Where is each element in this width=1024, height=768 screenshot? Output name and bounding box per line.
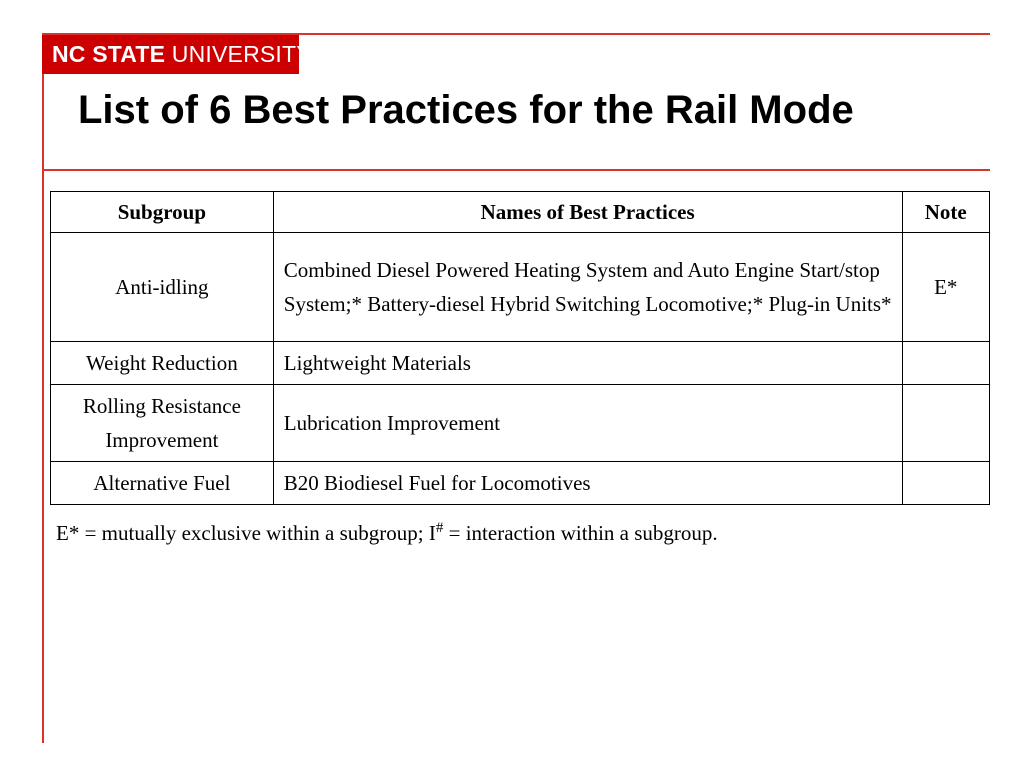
subgroup-cell: Alternative Fuel bbox=[51, 462, 274, 505]
note-cell: E* bbox=[902, 233, 989, 342]
note-cell bbox=[902, 342, 989, 385]
practices-cell: Lightweight Materials bbox=[273, 342, 902, 385]
logo-bold-text: NC STATE bbox=[52, 41, 166, 67]
column-header-subgroup: Subgroup bbox=[51, 192, 274, 233]
slide-title: List of 6 Best Practices for the Rail Mode bbox=[78, 88, 854, 132]
column-header-note: Note bbox=[902, 192, 989, 233]
subgroup-cell: Rolling Resistance Improvement bbox=[51, 385, 274, 462]
practices-cell: B20 Biodiesel Fuel for Locomotives bbox=[273, 462, 902, 505]
title-divider bbox=[42, 169, 990, 171]
university-logo bbox=[42, 35, 312, 74]
note-cell bbox=[902, 385, 989, 462]
table-row bbox=[51, 385, 990, 462]
practices-cell: Lubrication Improvement bbox=[273, 385, 902, 462]
footnote-text-2: = interaction within a subgroup. bbox=[443, 521, 718, 545]
column-header-practices: Names of Best Practices bbox=[273, 192, 902, 233]
table-header-row bbox=[51, 192, 990, 233]
table-row bbox=[51, 342, 990, 385]
table-row bbox=[51, 233, 990, 342]
footnote bbox=[56, 520, 718, 546]
note-cell bbox=[902, 462, 989, 505]
footnote-superscript: # bbox=[435, 520, 444, 536]
logo-light-text: UNIVERSITY bbox=[165, 41, 312, 67]
subgroup-cell: Anti-idling bbox=[51, 233, 274, 342]
footnote-text-1: E* = mutually exclusive within a subgroup; I bbox=[56, 521, 436, 545]
practices-cell: Combined Diesel Powered Heating System and Auto Engine Start/stop System;* Battery-diesel Hybrid Switching Locomotive;* Plug-in Units* bbox=[273, 233, 902, 342]
subgroup-cell: Weight Reduction bbox=[51, 342, 274, 385]
left-rule bbox=[42, 33, 44, 743]
table-row bbox=[51, 462, 990, 505]
best-practices-table bbox=[50, 191, 990, 505]
